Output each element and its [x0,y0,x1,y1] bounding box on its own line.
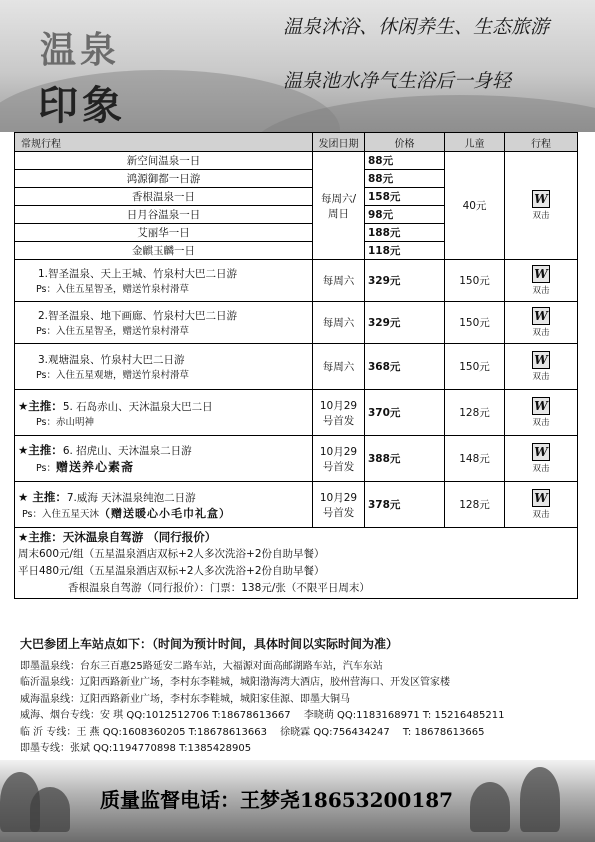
featured-note: Ps：赤山明神 [36,416,95,428]
tour-name: 2.智圣温泉、地下画廊、竹泉村大巴二日游 [38,310,238,322]
tour-cell [15,260,313,302]
word-doc-icon[interactable]: W [532,190,550,208]
route-price: 88元 [365,170,445,188]
word-doc-icon[interactable]: W [532,443,550,461]
table-row [15,152,578,170]
route-name: 新空间温泉一日 [15,152,313,170]
word-doc-icon[interactable]: W [532,351,550,369]
tour-child-price: 150元 [445,344,505,390]
tour-cell [15,344,313,390]
featured-child-price: 148元 [445,436,505,482]
icon-caption: 双击 [532,328,550,338]
slogan-line-1: 温泉沐浴、休闲养生、生态旅游 [283,16,550,38]
table-row [15,482,578,528]
route-price: 98元 [365,206,445,224]
logo-top: 温泉 [40,29,121,71]
icon-caption: 双击 [532,211,550,221]
featured-cell [15,390,313,436]
word-doc-icon[interactable]: W [532,307,550,325]
icon-caption: 双击 [532,464,550,474]
route-price: 158元 [365,188,445,206]
tree-silhouette [470,782,510,832]
tour-note: Ps：入住五星智圣，赠送竹泉村滑草 [36,284,190,295]
tour-price: 329元 [365,302,445,344]
featured-note: Ps：入住五星天沐 [22,508,100,520]
itinerary-cell [505,436,578,482]
logo-bottom: 印象 [38,82,126,129]
word-doc-icon[interactable]: W [532,397,550,415]
quality-hotline: 质量监督电话：王梦尧18653200187 [100,788,454,812]
tour-name: 1.智圣温泉、天上王城、竹泉村大巴二日游 [38,268,238,280]
summary-line: 香根温泉自驾游（同行报价）：门票：138元/张（不限平日周末） [68,582,370,594]
featured-star: ★主推： [18,398,63,413]
word-doc-icon[interactable]: W [532,489,550,507]
slogan-line-2: 温泉池水净气生浴后一身轻 [283,70,512,92]
routes-heading: 大巴参团上车站点如下：（时间为预计时间，具体时间以实际时间为准） [20,637,399,651]
tour-price: 329元 [365,260,445,302]
icon-caption: 双击 [532,286,550,296]
table-row [15,302,578,344]
featured-name: 7.威海 天沐温泉纯泡二日游 [66,491,196,504]
tour-note: Ps：入住五星观塘，赠送竹泉村滑草 [36,370,190,381]
route-name: 金麒玉麟一日 [15,242,313,260]
route-line: 即墨专线：张斌 QQ:1194770898 T:1385428905 [20,743,252,754]
featured-cell [15,482,313,528]
featured-star: ★ 主推： [18,489,67,504]
route-line: 威海温泉线：辽阳西路新业广场，李村东李鞋城，城阳家佳源、即墨大铜马 [20,693,350,705]
featured-child-price: 128元 [445,482,505,528]
header-itinerary: 行程 [505,133,578,152]
featured-star: ★主推： [18,443,63,457]
tour-date: 每周六 [313,344,365,390]
tour-child-price: 150元 [445,302,505,344]
tour-date: 每周六 [313,260,365,302]
table-row [15,436,578,482]
featured-price: 388元 [365,436,445,482]
icon-caption: 双击 [532,372,550,382]
route-name: 艾丽华一日 [15,224,313,242]
featured-gift: 赠送养心素斋 [56,460,135,474]
summary-line: 平日480元/组（五星温泉酒店双标+2人多次洗浴+2份自助早餐） [18,565,325,577]
summary-line: 周末600元/组（五星温泉酒店双标+2人多次洗浴+2份自助早餐） [18,548,325,560]
tour-child-price: 150元 [445,260,505,302]
summary-cell [15,528,578,599]
featured-name: 5. 石岛赤山、天沐温泉大巴二日 [62,400,213,413]
table-header-row [15,133,578,152]
route-name: 香根温泉一日 [15,188,313,206]
featured-price: 378元 [365,482,445,528]
itinerary-cell [505,152,578,260]
route-name: 鸿源御都一日游 [15,170,313,188]
itinerary-cell [505,390,578,436]
header-date: 发团日期 [313,133,365,152]
route-child-price: 40元 [445,152,505,260]
tree-silhouette [30,787,70,832]
tour-name: 3.观塘温泉、竹泉村大巴二日游 [38,354,185,366]
route-line: 即墨温泉线：台东三百惠25路延安二路车站，大福源对面高邮湖路车站，汽车东站 [20,660,383,672]
itinerary-cell [505,344,578,390]
header-route: 常规行程 [15,133,313,152]
featured-child-price: 128元 [445,390,505,436]
featured-cell [15,436,313,482]
route-price: 188元 [365,224,445,242]
featured-date: 10月29号首发 [313,482,365,528]
route-price: 88元 [365,152,445,170]
route-price: 118元 [365,242,445,260]
tour-date: 每周六 [313,302,365,344]
itinerary-cell [505,482,578,528]
route-line: 威海、烟台专线：安 琪 QQ:1012512706 T:18678613667 李晓萌 QQ:1183168971 T: 15216485211 [20,710,505,721]
route-line: 临 沂 专线：王 燕 QQ:1608360205 T:18678613663 徐晓霖 QQ:756434247 T: 18678613665 [20,726,485,738]
featured-date: 10月29号首发 [313,390,365,436]
featured-note: Ps： [36,463,57,474]
tree-silhouette [520,767,560,832]
route-date: 每周六/周日 [313,152,365,260]
itinerary-cell [505,302,578,344]
summary-row [15,528,578,599]
featured-price: 370元 [365,390,445,436]
route-name: 日月谷温泉一日 [15,206,313,224]
tour-cell [15,302,313,344]
featured-gift: （赠送暖心小毛巾礼盒） [99,506,232,520]
icon-caption: 双击 [532,510,550,520]
header-child: 儿童 [445,133,505,152]
featured-name: 6. 招虎山、天沐温泉二日游 [62,445,192,457]
price-table [14,132,578,599]
itinerary-cell [505,260,578,302]
header-price: 价格 [365,133,445,152]
table-row [15,344,578,390]
header-banner [0,0,595,132]
word-doc-icon[interactable]: W [532,265,550,283]
table-row [15,390,578,436]
tour-price: 368元 [365,344,445,390]
tour-note: Ps：入住五星智圣，赠送竹泉村滑草 [36,326,190,337]
icon-caption: 双击 [532,418,550,428]
summary-line: ★主推：天沐温泉自驾游 （同行报价） [18,530,217,544]
pickup-routes [20,636,580,758]
table-row [15,260,578,302]
route-line: 临沂温泉线：辽阳西路新业广场，李村东李鞋城，城阳渤海湾大酒店，胶州营海口、开发区管家楼 [20,677,450,688]
featured-date: 10月29号首发 [313,436,365,482]
